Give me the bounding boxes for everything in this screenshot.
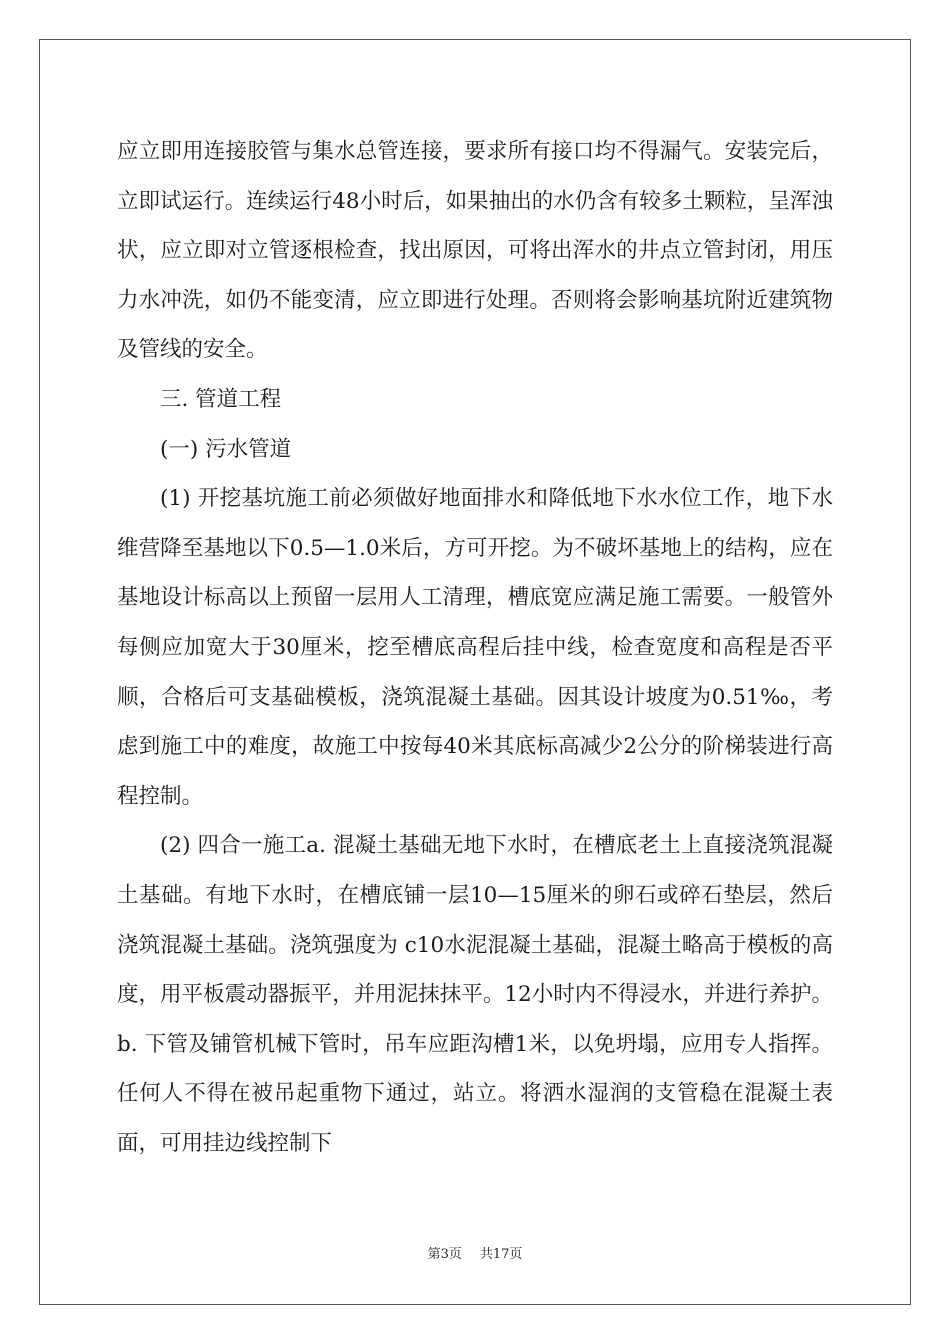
paragraph-four-in-one: (2) 四合一施工a. 混凝土基础无地下水时，在槽底老土上直接浇筑混凝土基础。有地下水时，在槽底铺一层10—15厘米的卵石或碎石垫层，然后浇筑混凝土基础。浇筑强度为 c10水泥混凝土基础，混凝土略高于模板的高度，用平板震动器振平，并用泥抹抹平。12小时内不得浸水，并进行养护。b. 下管及铺管机械下管时，吊车应距沟槽1米，以免坍塌，应用专人指挥。任何人不得在被吊起重物下通过，站立。将洒水湿润的支管稳在混凝土表面，可用挂边线控制下	[117, 833, 833, 1156]
page-number: 第3页	[427, 1247, 462, 1262]
subsection-heading-sewer: (一) 污水管道	[160, 436, 292, 462]
page-total: 共17页	[479, 1247, 523, 1262]
page-footer	[0, 1243, 950, 1262]
paragraph-excavation: (1) 开挖基坑施工前必须做好地面排水和降低地下水水位工作，地下水维营降至基地以下0.5—1.0米后，方可开挖。为不破坏基地上的结构，应在基地设计标高以上预留一层用人工清理，槽底宽应满足施工需要。一般管外每侧应加宽大于30厘米，挖至槽底高程后挂中线，检查宽度和高程是否平顺，合格后可支基础模板，浇筑混凝土基础。因其设计坡度为0.51‰，考虑到施工中的难度，故施工中按每40米其底标高减少2公分的阶梯装进行高程控制。	[117, 486, 833, 809]
document-body	[117, 127, 833, 1168]
section-heading-pipeline: 三. 管道工程	[160, 386, 282, 412]
paragraph-continued: 应立即用连接胶管与集水总管连接，要求所有接口均不得漏气。安装完后，立即试运行。连续运行48小时后，如果抽出的水仍含有较多土颗粒，呈浑浊状，应立即对立管逐根检查，找出原因，可将出浑水的井点立管封闭，用压力水冲洗，如仍不能变清，应立即进行处理。否则将会影响基坑附近建筑物及管线的安全。	[117, 139, 833, 363]
